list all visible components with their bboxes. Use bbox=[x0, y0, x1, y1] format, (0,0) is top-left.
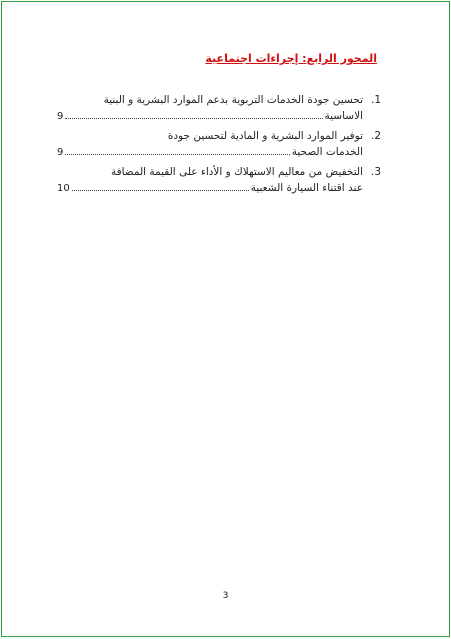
toc-entry-title-continued: الاساسية bbox=[324, 110, 363, 122]
toc-entry-page: 9 bbox=[57, 147, 64, 158]
dot-leader bbox=[65, 153, 289, 155]
toc-entry-title: توفير الموارد البشرية و المادية لتحسين جودة bbox=[167, 130, 363, 142]
toc-entry-title: تحسين جودة الخدمات التربوية بدعم الموارد البشرية و البنية bbox=[103, 94, 363, 106]
toc-entry-3[interactable] bbox=[57, 164, 381, 196]
page-number: 3 bbox=[222, 591, 229, 601]
toc-entry-page: 10 bbox=[57, 183, 70, 194]
toc-entry-title-continued: الخدمات الصحية bbox=[291, 146, 363, 158]
dot-leader bbox=[65, 117, 322, 119]
toc-entry-title-continued: عند اقتناء السيارة الشعبية bbox=[250, 182, 363, 194]
toc-entry-number: 3. bbox=[370, 166, 381, 178]
toc-entry-number: 2. bbox=[370, 130, 381, 142]
table-of-contents bbox=[57, 92, 381, 200]
dot-leader bbox=[72, 189, 249, 191]
toc-entry-1[interactable] bbox=[57, 92, 381, 124]
toc-entry-title: التخفيض من معاليم الاستهلاك و الأداء على القيمة المضافة bbox=[110, 166, 363, 178]
toc-entry-2[interactable] bbox=[57, 128, 381, 160]
toc-entry-page: 9 bbox=[57, 111, 64, 122]
toc-entry-number: 1. bbox=[370, 94, 381, 106]
section-title: المحور الرابع: إجراءات اجتماعية bbox=[205, 52, 377, 65]
document-page bbox=[1, 1, 450, 637]
